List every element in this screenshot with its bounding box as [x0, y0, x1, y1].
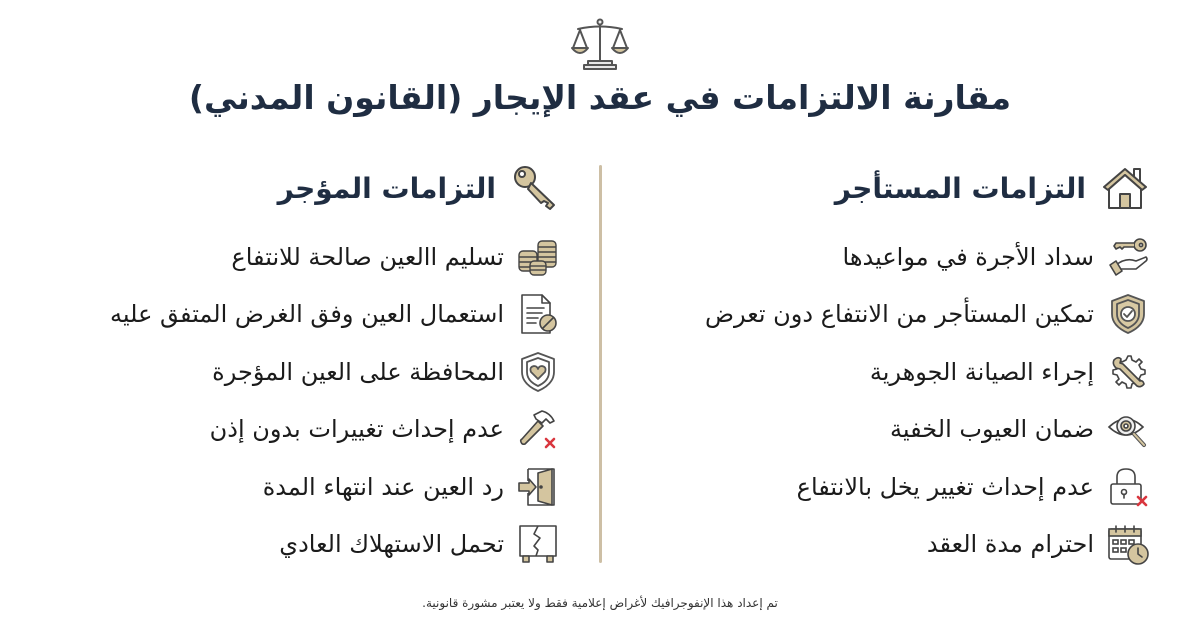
- tenant-heading: [650, 160, 1150, 216]
- shield-heart-icon: [516, 350, 560, 394]
- list-item: عدم إحداث تغييرات بدون إذن: [20, 401, 560, 459]
- page-title: مقارنة الالتزامات في عقد الإيجار (القانون المدني): [188, 78, 1012, 117]
- list-item: سداد الأجرة في مواعيدها: [650, 228, 1150, 286]
- scales-of-justice-icon: [568, 16, 632, 72]
- shield-check-icon: [1106, 292, 1150, 336]
- house-icon: [1100, 163, 1150, 213]
- list-item: رد العين عند انتهاء المدة: [20, 458, 560, 516]
- list-item: تمكين المستأجر من الانتفاع دون تعرض: [650, 286, 1150, 344]
- list-item: احترام مدة العقد: [650, 516, 1150, 574]
- lock-cross-icon: [1106, 465, 1150, 509]
- landlord-items-list: [20, 228, 560, 573]
- list-item: إجراء الصيانة الجوهرية: [650, 343, 1150, 401]
- cracked-cabinet-icon: [516, 522, 560, 566]
- key-icon: [510, 163, 560, 213]
- disclaimer-footnote: تم إعداد هذا الإنفوجرافيك لأغراض إعلامية فقط ولا يعتبر مشورة قانونية.: [422, 596, 778, 610]
- list-item: تسليم االعين صالحة للانتفاع: [20, 228, 560, 286]
- landlord-heading-text: التزامات المؤجر: [277, 171, 496, 205]
- tenant-items-list: [650, 228, 1150, 573]
- tenant-heading-text: التزامات المستأجر: [834, 171, 1086, 205]
- hammer-cross-icon: [516, 407, 560, 451]
- door-exit-icon: [516, 465, 560, 509]
- coins-stack-icon: [516, 235, 560, 279]
- eye-magnifier-icon: [1106, 407, 1150, 451]
- wrench-gear-icon: [1106, 350, 1150, 394]
- list-item: تحمل الاستهلاك العادي: [20, 516, 560, 574]
- landlord-heading: [20, 160, 560, 216]
- landlord-obligations-column: [20, 160, 560, 573]
- tenant-obligations-column: [650, 160, 1150, 573]
- list-item: استعمال العين وفق الغرض المتفق عليه: [20, 286, 560, 344]
- calendar-clock-icon: [1106, 522, 1150, 566]
- column-divider: [599, 165, 602, 563]
- hand-with-key-icon: [1106, 235, 1150, 279]
- list-item: المحافظة على العين المؤجرة: [20, 343, 560, 401]
- document-prohibited-icon: [516, 292, 560, 336]
- list-item: ضمان العيوب الخفية: [650, 401, 1150, 459]
- list-item: عدم إحداث تغيير يخل بالانتفاع: [650, 458, 1150, 516]
